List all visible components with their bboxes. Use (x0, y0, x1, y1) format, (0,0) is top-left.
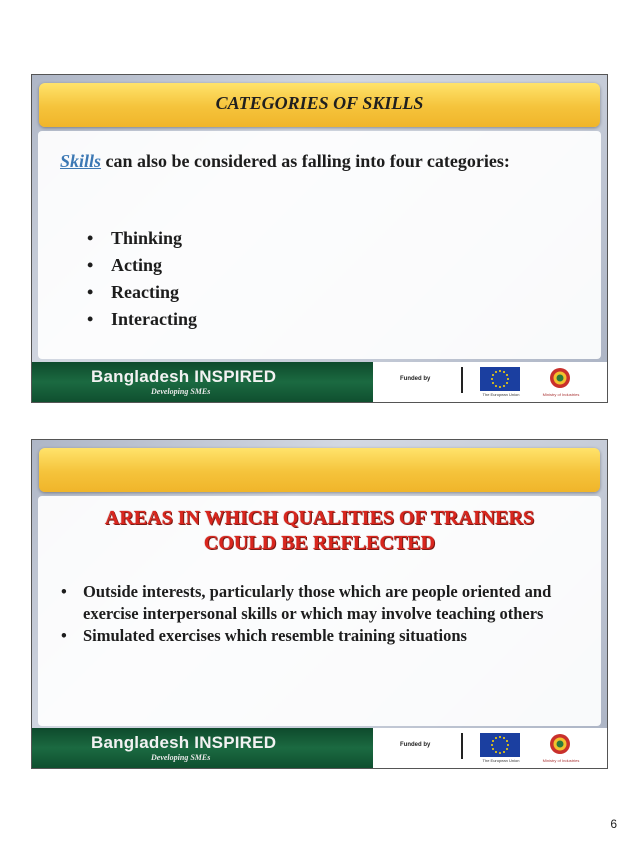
eu-flag-icon (480, 367, 520, 391)
areas-heading-line1: AREAS IN WHICH QUALITIES OF TRAINERS (104, 507, 535, 529)
intro-paragraph (60, 149, 530, 174)
slide-areas-qualities (31, 439, 608, 769)
brand-tagline: Developing SMEs (151, 387, 211, 396)
skills-keyword: Skills (60, 151, 102, 171)
slide-title-bar (39, 448, 600, 492)
intro-text: can also be considered as falling into four categories: (101, 151, 510, 171)
divider (461, 367, 463, 393)
list-item: • Acting (83, 252, 197, 279)
ministry-caption: Ministry of Industries (542, 758, 580, 763)
divider (461, 733, 463, 759)
brand-tagline: Developing SMEs (151, 753, 211, 762)
list-item: • Outside interests, particularly those which are people oriented and exercise interpersonal skills or which may involve teaching others (61, 581, 591, 625)
funded-by-label: Funded by (400, 742, 431, 748)
eu-caption: The European Union (482, 758, 520, 763)
slide-footer (32, 728, 607, 768)
slide-categories-of-skills (31, 74, 608, 403)
areas-heading-line2: COULD BE REFLECTED (203, 532, 436, 554)
list-item: • Simulated exercises which resemble training situations (61, 625, 591, 647)
list-item: • Reacting (83, 279, 197, 306)
slide-title-bar (39, 83, 600, 127)
eu-flag-icon (480, 733, 520, 757)
funded-by-label: Funded by (400, 376, 431, 382)
funder-panel (373, 362, 607, 402)
government-seal-icon (549, 367, 571, 389)
brand-logo-text: Bangladesh INSPIRED (91, 367, 277, 386)
government-seal-icon (549, 733, 571, 755)
eu-caption: The European Union (482, 392, 520, 397)
areas-heading (52, 506, 587, 556)
slide-title: CATEGORIES OF SKILLS (215, 93, 424, 113)
brand-logo-text: Bangladesh INSPIRED (91, 733, 277, 752)
funder-panel (373, 728, 607, 768)
ministry-caption: Ministry of Industries (542, 392, 580, 397)
areas-list (61, 581, 591, 647)
list-item: • Thinking (83, 225, 197, 252)
slide-footer (32, 362, 607, 402)
page-number: 6 (610, 817, 617, 831)
list-item: • Interacting (83, 306, 197, 333)
skill-categories-list (83, 225, 197, 333)
